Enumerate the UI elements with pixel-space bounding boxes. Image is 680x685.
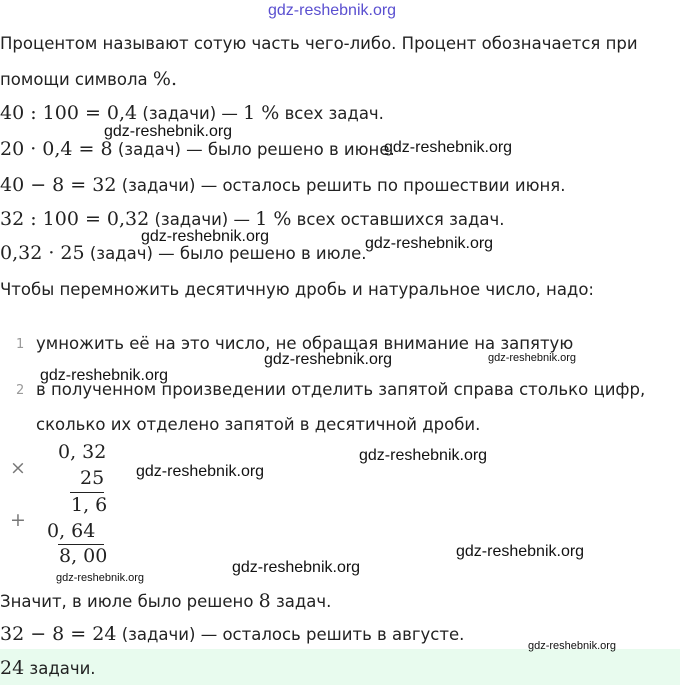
calc-line-4 — [0, 208, 504, 230]
calc-line-1 — [0, 102, 384, 124]
watermark-2: gdz-reshebnik.org — [384, 139, 513, 156]
partial-product-2: 0, 64 — [47, 520, 96, 542]
answer-highlight — [0, 649, 680, 685]
watermark-13: gdz-reshebnik.org — [528, 640, 617, 652]
watermark-6: gdz-reshebnik.org — [488, 352, 577, 364]
calc-line-4-percent: 1 % — [255, 208, 292, 230]
step-1-text: умножить её на это число, не обращая внимание на запятую — [36, 334, 574, 353]
conclusion — [0, 590, 331, 612]
step-1-number: 1 — [16, 337, 25, 352]
watermark-1: gdz-reshebnik.org — [104, 123, 233, 140]
percent-symbol: %. — [152, 68, 177, 90]
times-sign: × — [10, 457, 26, 479]
watermark-8: gdz-reshebnik.org — [359, 447, 488, 464]
underline-1 — [70, 492, 104, 493]
watermark-9: gdz-reshebnik.org — [136, 463, 265, 480]
calc-line-4-math: 32 : 100 = 0,32 — [0, 208, 150, 230]
partial-product-1: 1, 6 — [71, 494, 108, 516]
step-2-text-line-1: в полученном произведении отделить запятой справа столько цифр, — [36, 380, 646, 399]
calc-line-4-text: (задачи) — — [149, 210, 256, 229]
multiplier: 25 — [80, 467, 105, 489]
intro-line-2-text: помощи символа — [0, 70, 153, 89]
plus-sign: + — [10, 509, 26, 531]
conclusion-suffix: задач. — [270, 592, 332, 611]
calc-line-2-math: 20 · 0,4 = 8 — [0, 138, 113, 160]
step-2-text-line-2: сколько их отделено запятой в десятичной дроби. — [36, 415, 481, 434]
watermark-4: gdz-reshebnik.org — [365, 235, 494, 252]
calc-line-1-percent: 1 % — [243, 102, 280, 124]
calc-line-5-math: 0,32 · 25 — [0, 242, 85, 264]
calc-line-1-math: 40 : 100 = 0,4 — [0, 102, 138, 124]
calc-line-2-text: (задач) — было решено в июне. — [112, 140, 395, 159]
rule-intro: Чтобы перемножить десятичную дробь и натуральное число, надо: — [0, 280, 594, 299]
step-2-number: 2 — [16, 383, 25, 398]
calc-line-3-text: (задачи) — осталось решить по прошествии июня. — [116, 176, 566, 195]
answer-value: 24 — [0, 657, 25, 679]
calc-line-3 — [0, 174, 565, 196]
intro-line-2 — [0, 68, 177, 90]
product-result: 8, 00 — [59, 545, 108, 567]
calc-line-4-text-end: всех оставшихся задач. — [291, 210, 505, 229]
intro-line-1: Процентом называют сотую часть чего-либо. Процент обозначается при — [0, 34, 638, 53]
answer — [0, 657, 96, 679]
final-line-math: 32 − 8 = 24 — [0, 623, 117, 645]
calc-line-5-text: (задач) — было решено в июле. — [84, 244, 367, 263]
watermark-12: gdz-reshebnik.org — [56, 572, 145, 584]
conclusion-value: 8 — [258, 590, 271, 612]
watermark-11: gdz-reshebnik.org — [232, 559, 361, 576]
calc-line-3-math: 40 − 8 = 32 — [0, 174, 117, 196]
watermark-7: gdz-reshebnik.org — [40, 367, 169, 384]
watermark-10: gdz-reshebnik.org — [456, 543, 585, 560]
watermark-3: gdz-reshebnik.org — [141, 228, 270, 245]
calc-line-1-text-end: всех задач. — [279, 104, 384, 123]
final-line — [0, 623, 464, 645]
conclusion-prefix: Значит, в июле было решено — [0, 592, 259, 611]
final-line-text: (задачи) — осталось решить в августе. — [116, 625, 465, 644]
calc-line-2 — [0, 138, 395, 160]
watermark-5: gdz-reshebnik.org — [264, 351, 393, 368]
calc-line-1-text: (задачи) — — [137, 104, 244, 123]
answer-text: задачи. — [24, 659, 96, 678]
watermark-top: gdz-reshebnik.org — [268, 2, 397, 19]
multiplicand: 0, 32 — [58, 441, 107, 463]
